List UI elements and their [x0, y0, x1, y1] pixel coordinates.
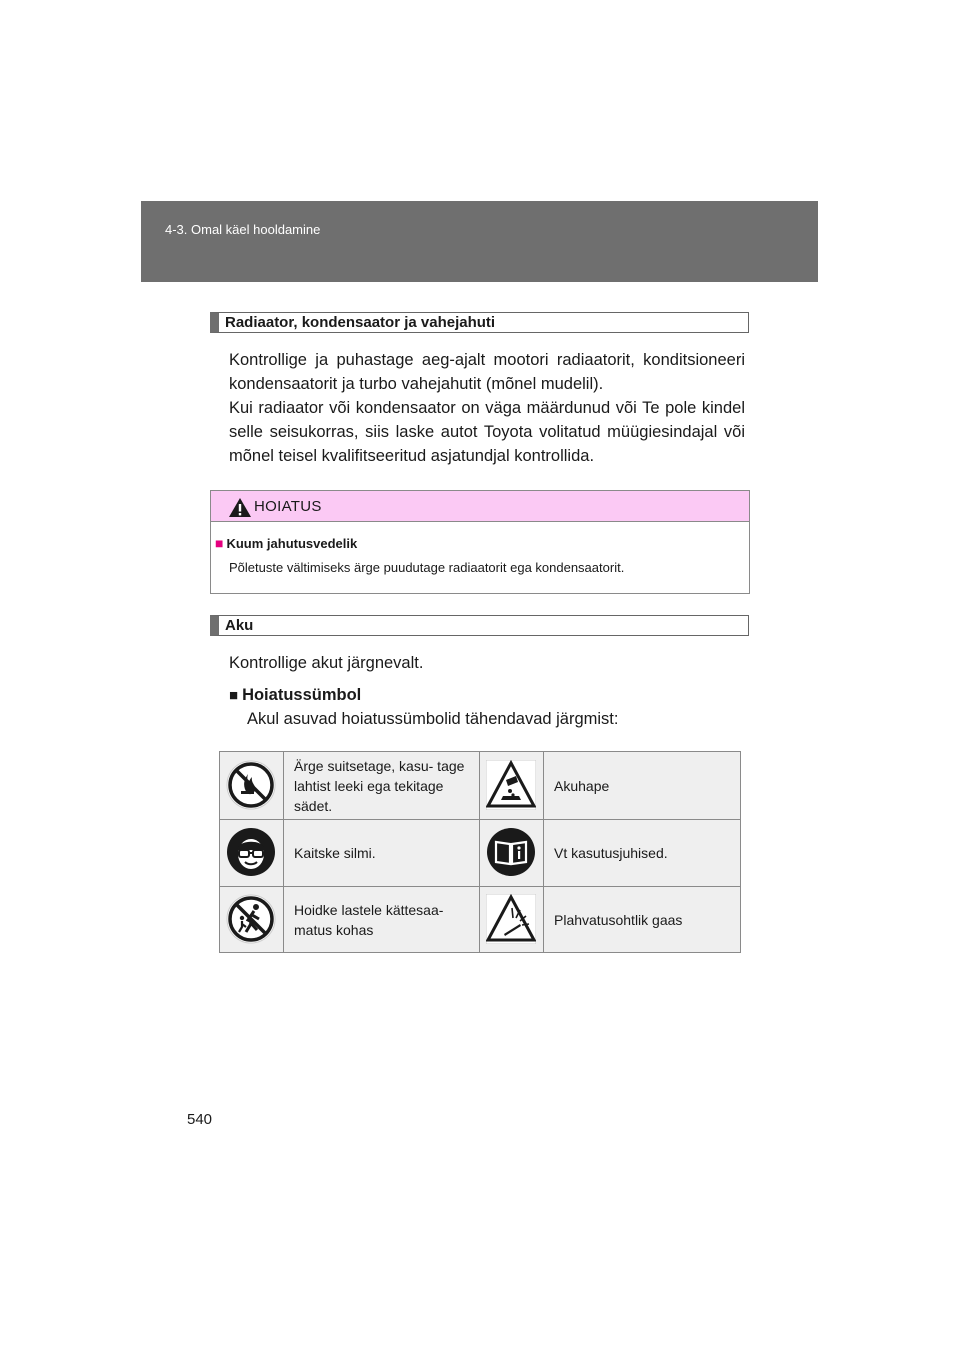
explosive-gas-icon	[486, 894, 536, 944]
warning-text: Põletuste vältimiseks ärge puudutage radiaatorit ega kondensaatorit.	[229, 560, 625, 575]
page-number: 540	[187, 1111, 213, 1128]
radiator-paragraph-2: Kui radiaator või kondensaator on väga määrdunud või Te pole kindel selle seisukorras, siis laske autot Toyota volitatud müügiesindajal või mõnel teisel kvalifitseeritud asjatundjal kontrollida.	[229, 399, 745, 465]
warning-subheading	[215, 535, 357, 551]
symbols-table	[219, 751, 741, 953]
eye-protection-icon	[226, 827, 276, 877]
symbol-description: Hoidke lastele kättesaa- matus kohas	[284, 886, 480, 953]
read-manual-icon	[486, 827, 536, 877]
table-icon-cell	[480, 819, 544, 886]
warning-title: HOIATUS	[254, 498, 322, 515]
radiator-body	[229, 348, 745, 468]
section-title: 4-3. Omal käel hooldamine	[165, 222, 321, 237]
radiator-paragraph-1: Kontrollige ja puhastage aeg-ajalt mootori radiaatorit, konditsioneeri kondensaatorit ja turbo vahejahutit (mõnel mudelil).	[229, 351, 745, 393]
table-icon-cell	[480, 886, 544, 953]
symbol-description: Plahvatusohtlik gaas	[554, 911, 683, 928]
header-band	[141, 201, 818, 282]
warning-bullet-marker: ■	[215, 535, 224, 551]
table-row	[220, 752, 740, 820]
table-icon-cell	[220, 819, 284, 886]
table-row	[220, 886, 740, 953]
battery-intro: Kontrollige akut järgnevalt.	[229, 654, 424, 672]
warning-subheading-text: Kuum jahutusvedelik	[226, 536, 358, 551]
warning-header	[211, 491, 749, 522]
bullet-title: Hoiatussümbol	[242, 686, 362, 704]
battery-bullet-text: Akul asuvad hoiatussümbolid tähendavad järgmist:	[247, 710, 619, 728]
no-smoking-no-flame-icon	[226, 760, 276, 810]
symbol-description: Akuhape	[554, 777, 610, 794]
symbol-description: Kaitske silmi.	[284, 819, 480, 886]
battery-acid-icon	[486, 760, 536, 810]
symbol-description: Vt kasutusjuhised.	[554, 844, 668, 861]
table-icon-cell	[220, 752, 284, 819]
radiator-heading: Radiaator, kondensaator ja vahejahuti	[210, 312, 749, 333]
table-icon-cell	[480, 752, 544, 819]
battery-bullet-heading	[229, 686, 361, 705]
warning-triangle-icon	[228, 497, 252, 518]
symbol-description: Ärge suitsetage, kasu- tage lahtist leeki ega tekitage sädet.	[284, 752, 480, 819]
battery-heading: Aku	[210, 615, 749, 636]
table-icon-cell	[220, 886, 284, 953]
keep-away-children-icon	[226, 894, 276, 944]
table-row	[220, 819, 740, 887]
warning-box	[210, 490, 750, 594]
bullet-marker: ■	[229, 687, 239, 704]
